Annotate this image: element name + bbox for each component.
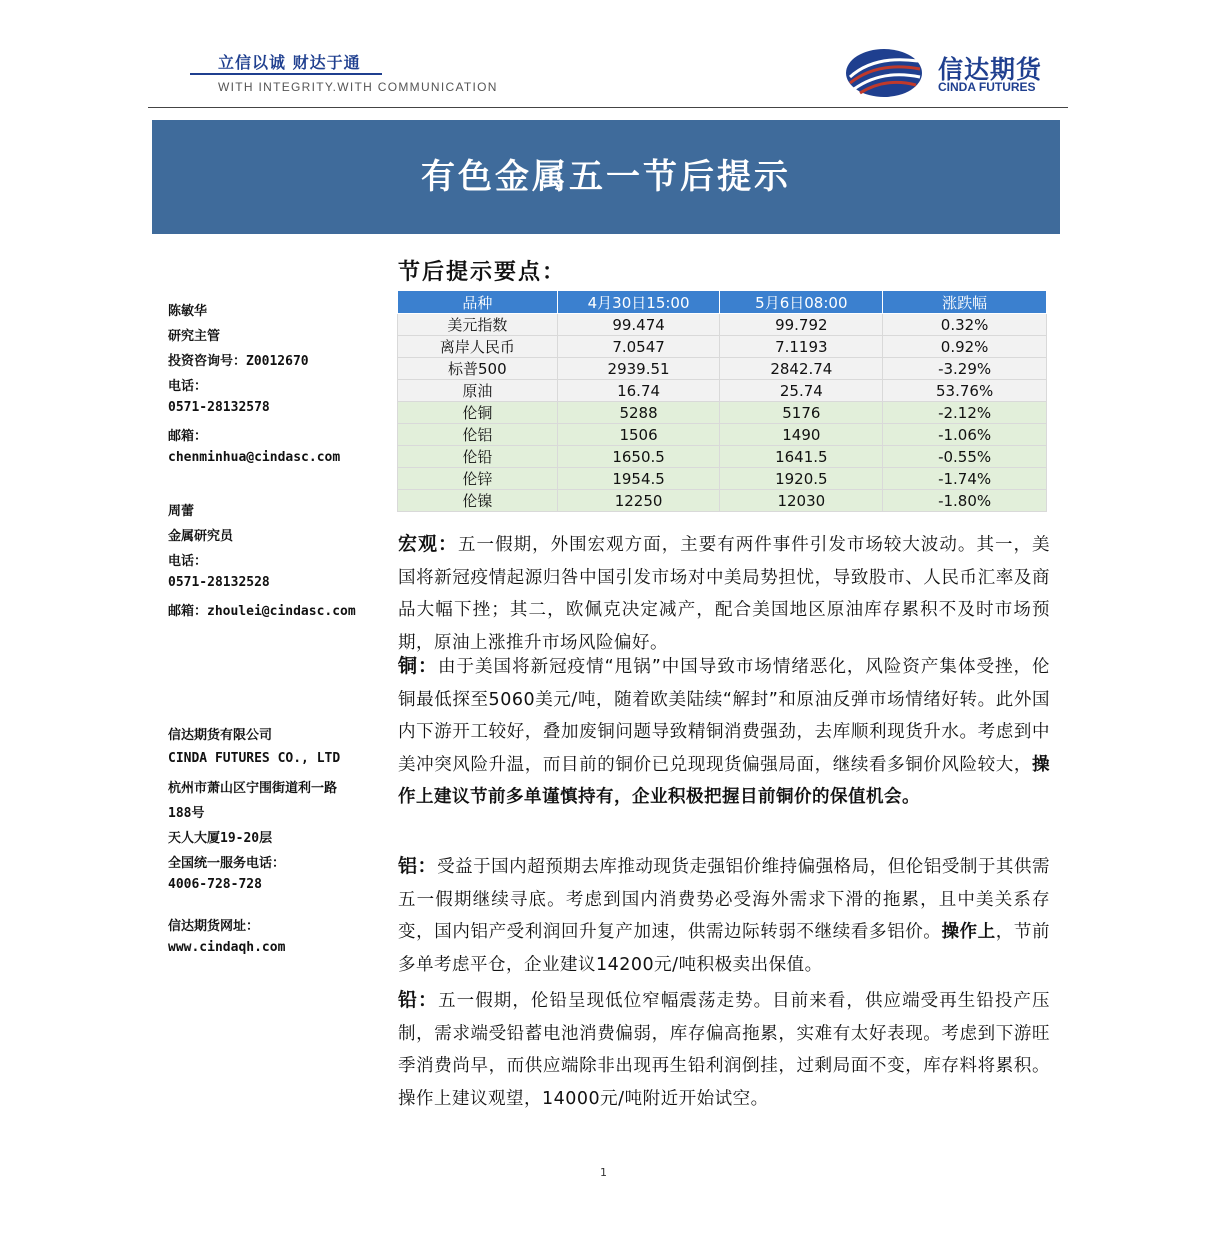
cell-product: 离岸人民币	[398, 336, 558, 358]
company-address-line2: 188号	[168, 806, 205, 821]
company-address-line3: 天人大厦19-20层	[168, 831, 273, 846]
cell-product: 伦铜	[398, 402, 558, 424]
macro-text: 五一假期，外围宏观方面，主要有两件事件引发市场较大波动。其一，美国将新冠疫情起源归咎中国引发市场对中美局势担忧，导致股市、人民币汇率及商品大幅下挫；其二，欧佩克决定减产，配合美国地区原油库存累积不及时市场预期，原油上涨推升市场风险偏好。	[398, 535, 1050, 653]
cell-change: 0.32%	[883, 314, 1047, 336]
col-header-before: 4月30日15:00	[557, 291, 720, 314]
cell-before: 7.0547	[557, 336, 720, 358]
company-name-cn: 信达期货有限公司	[168, 728, 273, 743]
cell-after: 7.1193	[720, 336, 883, 358]
cell-after: 25.74	[720, 380, 883, 402]
cell-after: 99.792	[720, 314, 883, 336]
analyst1-phone-label: 电话：	[168, 379, 208, 394]
cinda-logo-icon	[844, 47, 924, 99]
company-name-en: CINDA FUTURES CO., LTD	[168, 751, 341, 766]
cell-after: 12030	[720, 490, 883, 512]
cell-product: 原油	[398, 380, 558, 402]
cell-change: 53.76%	[883, 380, 1047, 402]
macro-paragraph	[398, 528, 1050, 659]
cell-after: 1490	[720, 424, 883, 446]
hotline-number: 4006-728-728	[168, 877, 262, 892]
cell-before: 1954.5	[557, 468, 720, 490]
cell-change: -1.80%	[883, 490, 1047, 512]
analyst2-phone: 0571-28132528	[168, 575, 270, 590]
slogan-underline	[190, 73, 382, 75]
copper-heading: 铜：	[398, 655, 439, 677]
cell-change: -0.55%	[883, 446, 1047, 468]
aluminum-text: 受益于国内超预期去库推动现货走强铝价维持偏强格局，但伦铝受制于其供需五一假期继续寻底。考虑到国内消费势必受海外需求下滑的拖累，且中美关系存变，国内铝产受利润回升复产加速，供需边际转弱不继续看多铝价。	[398, 857, 1050, 942]
copper-paragraph	[398, 650, 1050, 814]
aluminum-recommendation: ，节前多单考虑平仓，企业建议14200元/吨积极卖出保值。	[398, 922, 1051, 975]
analyst1-name: 陈敏华	[168, 304, 208, 319]
table-row	[398, 358, 1047, 380]
table-row	[398, 314, 1047, 336]
copper-text: 由于美国将新冠疫情“甩锅”中国导致市场情绪恶化，风险资产集体受挫，伦铜最低探至5060美元/吨，随着欧美陆续“解封”和原油反弹市场情绪好转。此外国内下游开工较好，叠加废铜问题导致精铜消费强劲，去库顺利现货升水。考虑到中美冲突风险升温，而目前的铜价已兑现现货偏强局面，继续看多铜价风险较大，	[398, 657, 1050, 775]
cell-before: 5288	[557, 402, 720, 424]
cell-before: 16.74	[557, 380, 720, 402]
aluminum-operation-label: 操作上	[941, 922, 996, 942]
macro-heading: 宏观：	[398, 533, 459, 555]
aluminum-heading: 铝：	[398, 855, 438, 877]
table-row	[398, 446, 1047, 468]
analyst1-license: 投资咨询号：Z0012670	[168, 354, 309, 369]
table-header-row	[398, 291, 1047, 314]
cell-after: 1920.5	[720, 468, 883, 490]
page-title: 有色金属五一节后提示	[421, 157, 791, 197]
cell-before: 12250	[557, 490, 720, 512]
cell-after: 2842.74	[720, 358, 883, 380]
cell-product: 标普500	[398, 358, 558, 380]
cell-product: 伦锌	[398, 468, 558, 490]
section-title: 节后提示要点：	[398, 260, 567, 285]
cell-product: 美元指数	[398, 314, 558, 336]
col-header-product: 品种	[398, 291, 558, 314]
cell-before: 1506	[557, 424, 720, 446]
analyst2-role: 金属研究员	[168, 529, 234, 544]
table-row	[398, 402, 1047, 424]
table-row	[398, 490, 1047, 512]
cell-before: 2939.51	[557, 358, 720, 380]
analyst1-role: 研究主管	[168, 329, 221, 344]
slogan-en: WITH INTEGRITY.WITH COMMUNICATION	[218, 80, 498, 94]
analyst1-phone: 0571-28132578	[168, 400, 270, 415]
header-divider	[148, 107, 1068, 108]
cell-after: 5176	[720, 402, 883, 424]
hotline-label: 全国统一服务电话：	[168, 856, 286, 871]
cell-change: -1.06%	[883, 424, 1047, 446]
col-header-change: 涨跌幅	[883, 291, 1047, 314]
analyst2-phone-label: 电话：	[168, 554, 208, 569]
cell-product: 伦铅	[398, 446, 558, 468]
brand-name-cn: 信达期货	[938, 55, 1043, 84]
lead-paragraph	[398, 984, 1050, 1115]
table-row	[398, 424, 1047, 446]
analyst2-email[interactable]: 邮箱：zhoulei@cindasc.com	[168, 604, 356, 619]
copper-recommendation: 操作上建议节前多单谨慎持有，企业积极把握目前铜价的保值机会。	[398, 754, 1050, 807]
slogan-cn: 立信以诚 财达于通	[218, 53, 361, 72]
cell-change: 0.92%	[883, 336, 1047, 358]
company-address-line1: 杭州市萧山区宁围街道利一路	[168, 781, 338, 796]
cell-change: -3.29%	[883, 358, 1047, 380]
cell-product: 伦铝	[398, 424, 558, 446]
analyst1-email[interactable]: chenminhua@cindasc.com	[168, 450, 341, 465]
analyst2-name: 周蕾	[168, 504, 195, 519]
col-header-after: 5月6日08:00	[720, 291, 883, 314]
cell-change: -2.12%	[883, 402, 1047, 424]
cell-product: 伦镍	[398, 490, 558, 512]
website-link[interactable]: www.cindaqh.com	[168, 940, 286, 955]
page-number: 1	[600, 1166, 607, 1179]
website-label: 信达期货网址：	[168, 919, 260, 934]
cell-change: -1.74%	[883, 468, 1047, 490]
analyst1-email-label: 邮箱：	[168, 429, 208, 444]
lead-heading: 铅：	[398, 989, 439, 1011]
cell-after: 1641.5	[720, 446, 883, 468]
lead-text: 五一假期，伦铅呈现低位窄幅震荡走势。目前来看，供应端受再生铅投产压制，需求端受铅蓄电池消费偏弱，库存偏高拖累，实难有太好表现。考虑到下游旺季消费尚早，而供应端除非出现再生铅利润倒挂，过剩局面不变，库存料将累积。操作上建议观望，14000元/吨附近开始试空。	[398, 991, 1050, 1109]
table-row	[398, 468, 1047, 490]
price-change-table	[397, 290, 1047, 512]
cell-before: 99.474	[557, 314, 720, 336]
title-banner	[152, 120, 1060, 234]
table-row	[398, 380, 1047, 402]
brand-name-en: CINDA FUTURES	[938, 80, 1036, 94]
aluminum-paragraph	[398, 850, 1050, 981]
table-row	[398, 336, 1047, 358]
cell-before: 1650.5	[557, 446, 720, 468]
